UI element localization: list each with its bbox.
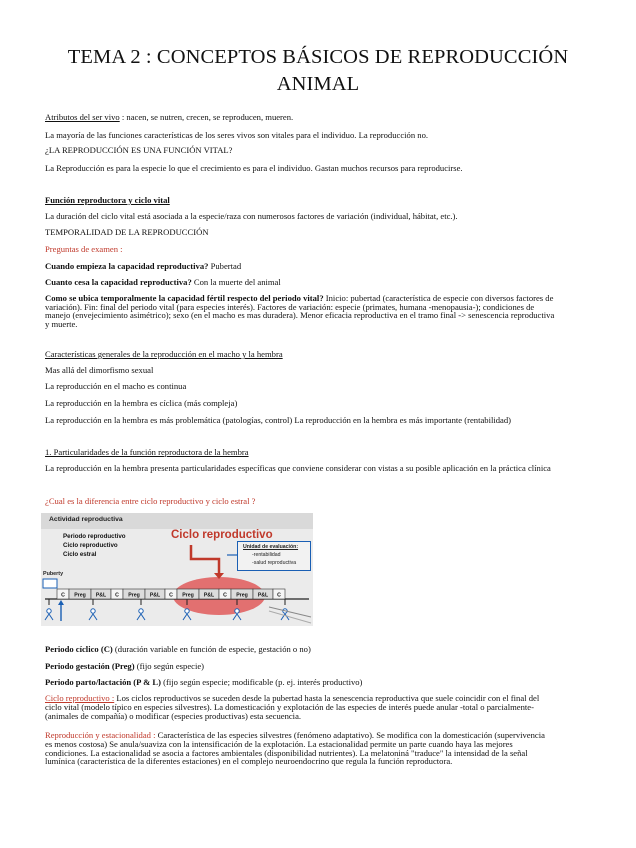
timeline-segment-label: Preg	[182, 592, 194, 599]
timeline-segment-label: Preg	[128, 592, 140, 599]
paragraph-reproduction-species: La Reproducción es para la especie lo que el crecimiento es para el individuo. Gastan muchos recursos para reproducirse.	[45, 163, 463, 173]
evaluation-unit-item: -salud reproductiva	[252, 560, 297, 566]
definition-gestation-text: (fijo según especie)	[134, 661, 205, 671]
individual-icon	[45, 614, 53, 620]
individual-icon	[91, 609, 95, 613]
decline-line	[269, 607, 311, 617]
heading-female-particularities: 1. Particularidades de la función reproductora de la hembra	[45, 447, 249, 457]
question-fertile-a1: Inicio: pubertad (característica de especie con diversos factores de	[323, 293, 554, 303]
individual-icon	[185, 609, 189, 613]
timeline-segment-label: Preg	[74, 592, 86, 599]
attributes-label: Atributos del ser vivo	[45, 112, 120, 122]
individual-icon	[137, 614, 145, 620]
figure-center-title: Ciclo reproductivo	[171, 529, 273, 541]
timeline-segment-label: C	[169, 592, 173, 599]
definition-cyclic-label: Periodo cíclico (C)	[45, 644, 113, 654]
question-fertile-period	[45, 294, 597, 328]
definition-cyclic	[45, 645, 597, 655]
reproductive-cycle-l3: (animales de compañía) o modificar (especies productivas) esta secuencia.	[45, 710, 302, 721]
paragraph-reproductive-cycle	[45, 694, 597, 720]
page-title: TEMA 2 : CONCEPTOS BÁSICOS DE REPRODUCCIÓN ANIMAL	[67, 46, 569, 95]
heading-reproductive-function: Función reproductora y ciclo vital	[45, 195, 170, 205]
figure-item: Periodo reproductivo	[63, 533, 126, 540]
timeline-segment-label: P&L	[149, 592, 161, 599]
evaluation-unit-item: -rentabilidad	[252, 552, 281, 558]
reproductive-cycle-l2: ciclo vital (modelo típico en especies silvestres). La domesticación y explotación de las especies de interés puede anular -total o parcialmente-	[45, 701, 534, 712]
general-item-dimorphism: Mas allá del dimorfismo sexual	[45, 365, 154, 375]
timeline-segment-label: Preg	[236, 592, 248, 599]
individual-icon	[235, 609, 239, 613]
paragraph-attributes	[45, 113, 597, 123]
timeline-segment-label: P&L	[257, 592, 269, 599]
timeline-segment-label: C	[277, 592, 281, 599]
question-end-q: Cuanto cesa la capacidad reproductiva?	[45, 277, 192, 287]
heading-cycle-difference: ¿Cual es la diferencia entre ciclo reproductivo y ciclo estral ?	[45, 496, 256, 506]
paragraph-seasonality	[45, 731, 597, 766]
general-item-female-cyclic: La reproducción en la hembra es cíclica (más compleja)	[45, 398, 238, 408]
individual-icon	[139, 609, 143, 613]
timeline-segment-label: C	[115, 592, 119, 599]
figure-header: Actividad reproductiva	[49, 516, 123, 523]
heading-exam-questions: Preguntas de examen :	[45, 244, 123, 254]
heading-general-characteristics: Características generales de la reproducción en el macho y la hembra	[45, 349, 283, 359]
individual-icon	[183, 614, 191, 620]
question-start-a: Pubertad	[208, 261, 242, 271]
timeline-segment-label: C	[61, 592, 65, 599]
question-end	[45, 278, 597, 288]
timeline-segment-label: C	[223, 592, 227, 599]
puberty-marker	[43, 579, 57, 588]
attributes-text: : nacen, se nutren, crecen, se reproducen, mueren.	[119, 112, 294, 122]
individual-icon	[47, 609, 51, 613]
heading-vital-question: ¿LA REPRODUCCIÓN ES UNA FUNCIÓN VITAL?	[45, 145, 233, 155]
definition-lactation-text: (fijo según especie; modificable (p. ej. interés productivo)	[161, 677, 363, 687]
individual-icon	[89, 614, 97, 620]
general-item-male: La reproducción en el macho es continua	[45, 381, 187, 391]
figure-item: Ciclo estral	[63, 551, 97, 558]
definition-cyclic-text: (duración variable en función de especie, gestación o no)	[112, 644, 311, 654]
definition-gestation	[45, 662, 597, 672]
seasonality-l1: Característica de las especies silvestres (fenómeno adaptativo). Se modifica con la domesticación (supervivencia	[155, 730, 545, 740]
definition-gestation-label: Periodo gestación (Preg)	[45, 661, 135, 671]
highlight-arrow	[191, 545, 219, 575]
question-fertile-q: Como se ubica temporalmente la capacidad fértil respecto del periodo vital?	[45, 293, 324, 303]
question-fertile-l4: y muerte.	[45, 318, 78, 329]
seasonality-label: Reproducción y estacionalidad :	[45, 730, 156, 740]
definition-lactation	[45, 678, 597, 688]
question-fertile-l3: manejo (envejecimiento asimétrico); sexo (en el macho es mas duradera). Menor eficacia reproductiva en el tramo final -> senescencia reproductiva	[45, 310, 555, 321]
general-item-female-problematic: La reproducción en la hembra es más problemática (patologías, control) La reproducción en la hembra es más importante (rentabilidad)	[45, 415, 512, 425]
puberty-label: Puberty	[43, 571, 64, 577]
paragraph-vital-functions: La mayoría de las funciones características de los seres vivos son vitales para el individuo. La reproducción no.	[45, 130, 429, 140]
seasonality-l2: es menos costosa) Se anula/suaviza con la intensificación de la explotación. La estacionalidad permite un parte cuando haya las mejores	[45, 738, 513, 749]
timeline-segment-label: P&L	[203, 592, 215, 599]
reproductive-cycle-l1: Los ciclos reproductivos se suceden desde la pubertad hasta la senescencia reproductiva que suele coincidir con el final del	[114, 693, 540, 703]
seasonality-l4: lumínica (característica de la diferentes estaciones) en el complejo neuroendocrino que regula la función reproductora.	[45, 756, 453, 767]
individual-icon	[233, 614, 241, 620]
question-start	[45, 262, 597, 272]
definition-lactation-label: Periodo parto/lactación (P & L)	[45, 677, 161, 687]
heading-temporality: TEMPORALIDAD DE LA REPRODUCCIÓN	[45, 227, 209, 237]
question-fertile-l2: variación). Fin: final del periodo vital (para especies interés). Factores de variación: especie (primates, humana -menopausia-); condiciones de	[45, 301, 535, 312]
figure-item: Ciclo reproductivo	[63, 542, 118, 549]
paragraph-female-particularities: La reproducción en la hembra presenta particularidades específicas que conviene considerar con vistas a su posible aplicación en la práctica clínica	[45, 463, 551, 473]
start-arrowhead	[58, 600, 64, 605]
cycle-timeline	[41, 513, 313, 626]
seasonality-l3: condiciones. La estacionalidad se asocia a factores ambientales (disponibilidad nutrientes). La melatoniná "traduce" la intensidad de la señal	[45, 747, 528, 758]
paragraph-life-cycle: La duración del ciclo vital está asociada a la especie/raza con numerosos factores de variación (individual, hábitat, etc.).	[45, 211, 458, 221]
question-end-a: Con la muerte del animal	[191, 277, 281, 287]
question-start-q: Cuando empieza la capacidad reproductiva?	[45, 261, 209, 271]
decline-line	[269, 611, 311, 623]
evaluation-unit-title: Unidad de evaluación:	[243, 544, 299, 550]
timeline-segment-label: P&L	[95, 592, 107, 599]
reproductive-cycle-figure	[41, 513, 313, 626]
reproductive-cycle-label: Ciclo reproductivo :	[45, 693, 115, 703]
